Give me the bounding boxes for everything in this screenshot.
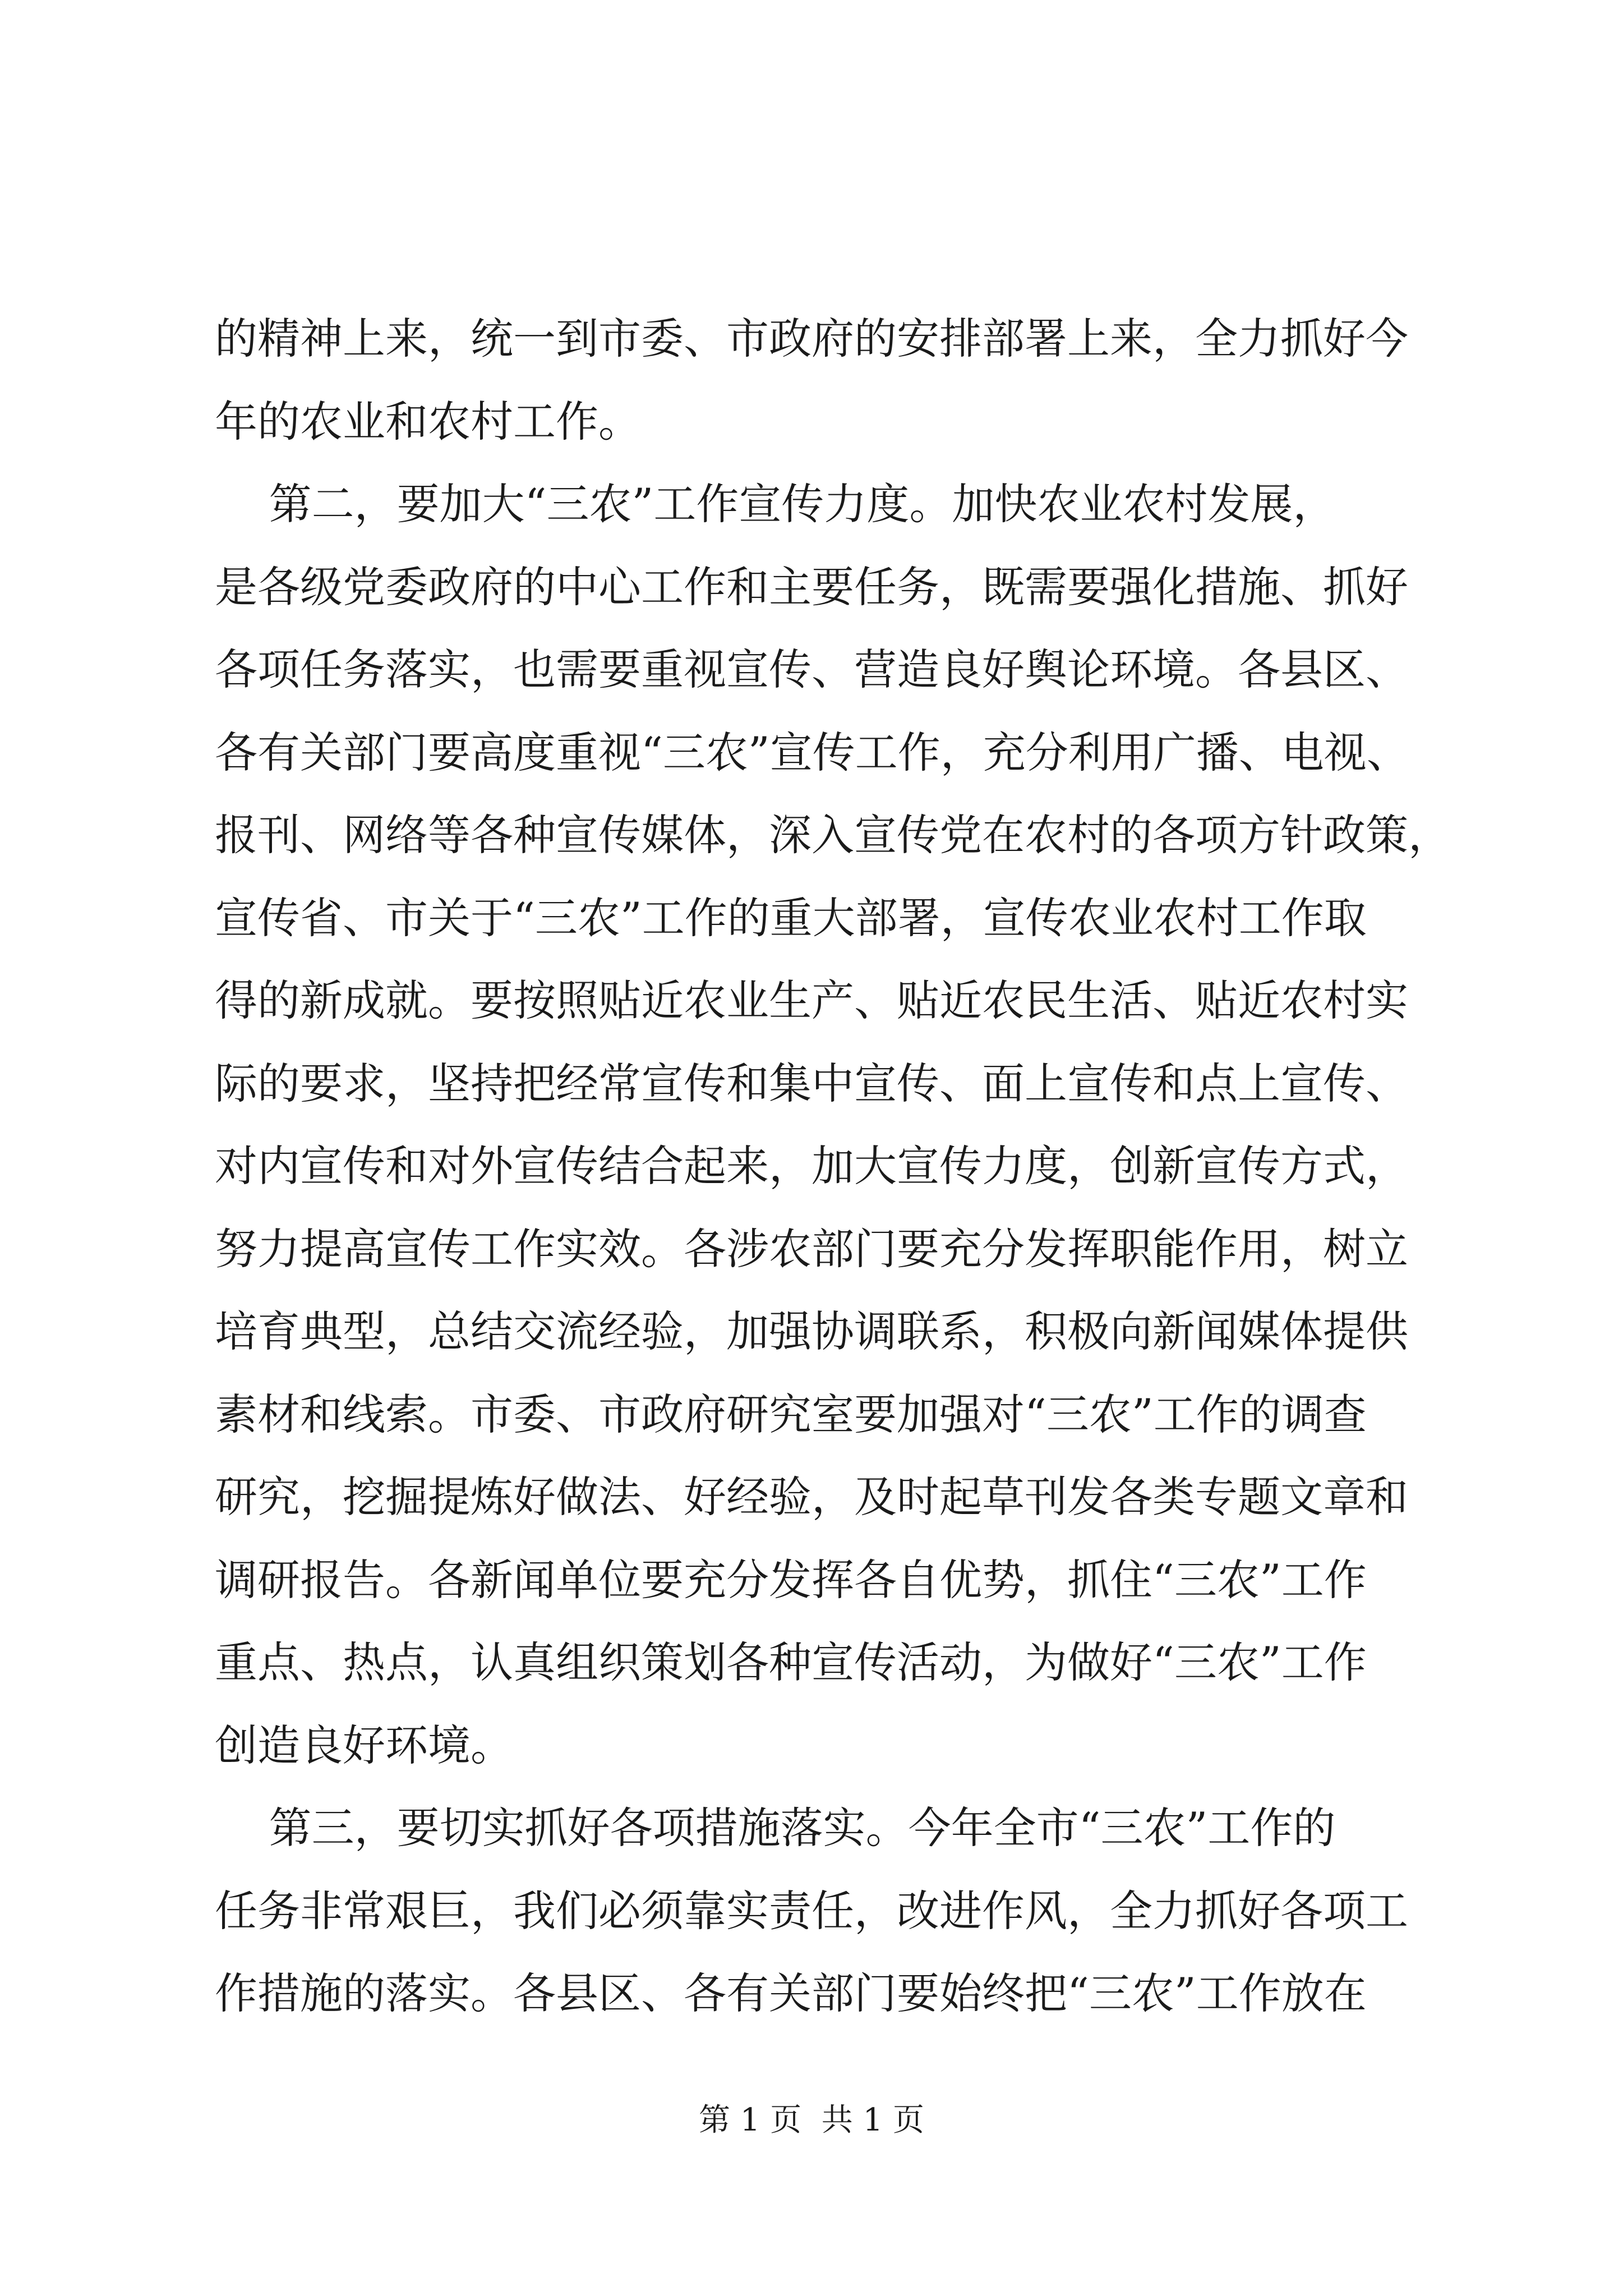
text-line: 任务非常艰巨，我们必须靠实责任，改进作风，全力抓好各项工 <box>215 1885 1408 1936</box>
text-line: 第二，要加大“三农”工作宣传力度。加快农业农村发展， <box>215 479 1336 529</box>
body-text <box>215 297 1451 2035</box>
text-line: 努力提高宣传工作实效。各涉农部门要充分发挥职能作用，树立 <box>215 1223 1408 1274</box>
page-footer: 第 1 页 共 1 页 <box>698 2102 925 2138</box>
text-line: 创造良好环境。 <box>215 1720 513 1770</box>
text-line: 各有关部门要高度重视“三农”宣传工作，充分利用广播、电视、 <box>215 727 1409 777</box>
text-line: 素材和线索。市委、市政府研究室要加强对“三农”工作的调查 <box>215 1389 1367 1439</box>
text-line: 的精神上来，统一到市委、市政府的安排部署上来，全力抓好今 <box>215 314 1408 364</box>
text-line: 研究，挖掘提炼好做法、好经验，及时起草刊发各类专题文章和 <box>215 1472 1408 1522</box>
text-line: 作措施的落实。各县区、各有关部门要始终把“三农”工作放在 <box>215 1968 1367 2018</box>
text-line: 际的要求，坚持把经常宣传和集中宣传、面上宣传和点上宣传、 <box>215 1058 1408 1108</box>
text-line: 对内宣传和对外宣传结合起来，加大宣传力度，创新宣传方式， <box>215 1141 1408 1191</box>
text-line: 调研报告。各新闻单位要充分发挥各自优势，抓住“三农”工作 <box>215 1554 1367 1605</box>
text-line: 年的农业和农村工作。 <box>215 396 641 447</box>
text-line: 第三，要切实抓好各项措施落实。今年全市“三农”工作的 <box>215 1803 1336 1853</box>
text-line: 得的新成就。要按照贴近农业生产、贴近农民生活、贴近农村实 <box>215 976 1408 1025</box>
text-line: 各项任务落实，也需要重视宣传、营造良好舆论环境。各县区、 <box>215 645 1408 694</box>
text-line: 是各级党委政府的中心工作和主要任务，既需要强化措施、抓好 <box>215 562 1408 612</box>
text-line: 报刊、网络等各种宣传媒体，深入宣传党在农村的各项方针政策， <box>215 810 1451 860</box>
text-line: 培育典型，总结交流经验，加强协调联系，积极向新闻媒体提供 <box>215 1306 1408 1356</box>
text-line: 宣传省、市关于“三农”工作的重大部署，宣传农业农村工作取 <box>215 892 1367 943</box>
text-line: 重点、热点，认真组织策划各种宣传活动，为做好“三农”工作 <box>215 1637 1367 1687</box>
